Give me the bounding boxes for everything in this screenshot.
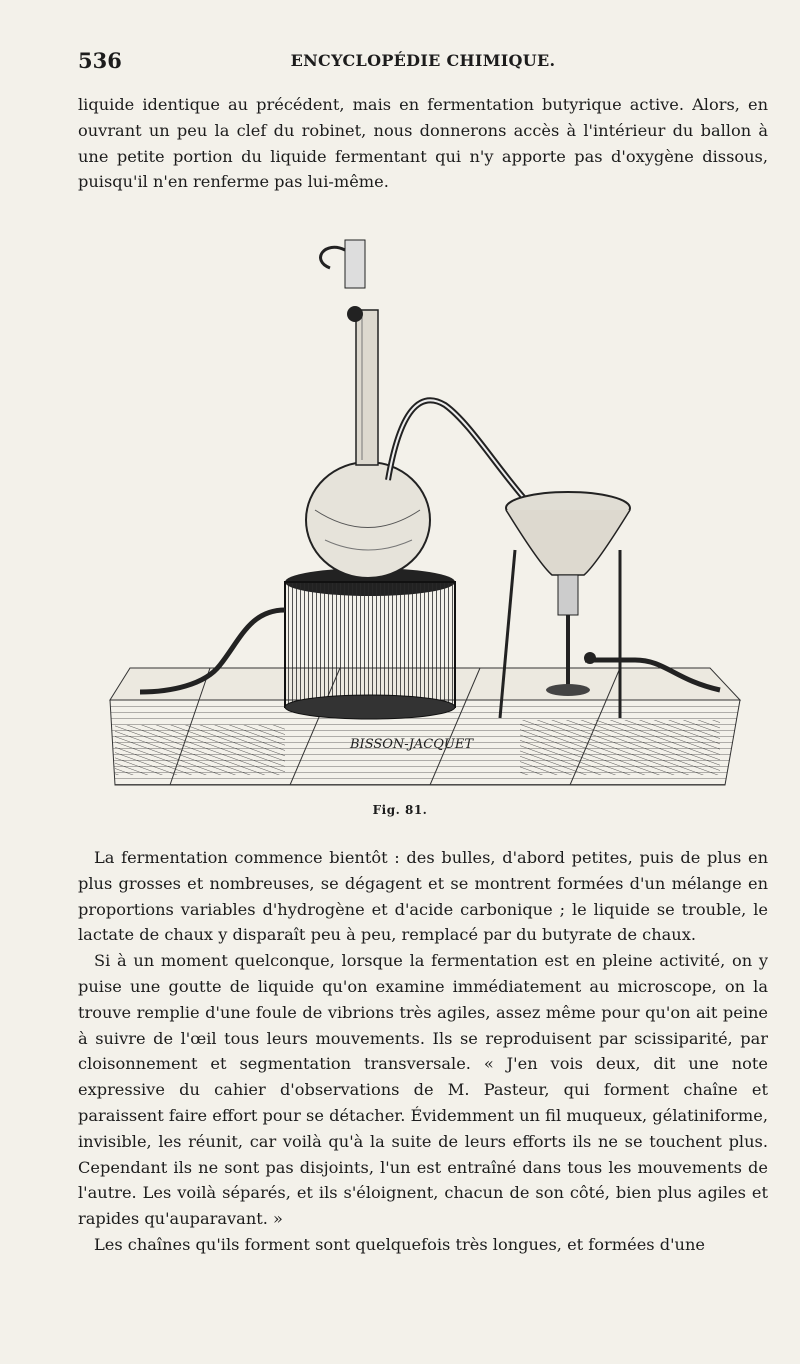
figure-illustration <box>100 220 750 800</box>
figure-caption: Fig. 81. <box>372 803 428 817</box>
fermentation-apparatus-engraving <box>100 220 750 800</box>
paragraph: liquide identique au précédent, mais en fermentation butyrique active. Alors, en ouvrant un peu la clef du robinet, nous donnerons accès à l'intérieur du ballon à une petite portion du liquide fermentant qui n'y apporte pas d'oxygène dissous, puisqu'il n'en renferme pas lui-même. <box>78 95 768 192</box>
page-header <box>78 48 768 78</box>
paragraph: Les chaînes qu'ils forment sont quelquefois très longues, et formées d'une <box>94 1234 705 1254</box>
water-bath-cylinder <box>285 568 455 719</box>
paragraph: La fermentation commence bientôt : des bulles, d'abord petites, puis de plus en plus grosses et nombreuses, se dégagent et se montrent formées d'un mélange en proportions variables d'hydrogène et d'acide carbonique ; le liquide se trouble, le lactate de chaux y disparaît peu à peu, remplacé par du butyrate de chaux. <box>78 848 768 945</box>
paragraph: Si à un moment quelconque, lorsque la fermentation est en pleine activité, on y puise une goutte de liquide qu'on examine immédiatement au microscope, on la trouve remplie d'une foule de vibrions très agiles, assez même pour qu'on ait peine à suivre de l'œil tous leurs mouvements. Ils se reproduisent par scissiparité, par cloisonnement et segmentation transversale. « J'en vois deux, dit une note expressive du cahier d'observations de M. Pasteur, qui forment chaîne et paraissent faire effort pour se détacher. Évidemment un fil muqueux, gélatiniforme, invisible, les réunit, car voilà qu'à la suite de leurs efforts ils ne se touchent plus. Cependant ils ne sont pas disjoints, l'un est entraîné dans tous les mouvements de l'autre. Les voilà séparés, et ils s'éloignent, chacun de son côté, bien plus agiles et rapides qu'auparavant. » <box>78 951 768 1229</box>
running-title: ENCYCLOPÉDIE CHIMIQUE. <box>290 51 556 70</box>
top-text-block <box>78 92 768 195</box>
bottom-text-block <box>78 845 768 1258</box>
page-number: 536 <box>78 48 122 73</box>
engraver-signature: BISSON-JACQUET <box>350 737 474 752</box>
